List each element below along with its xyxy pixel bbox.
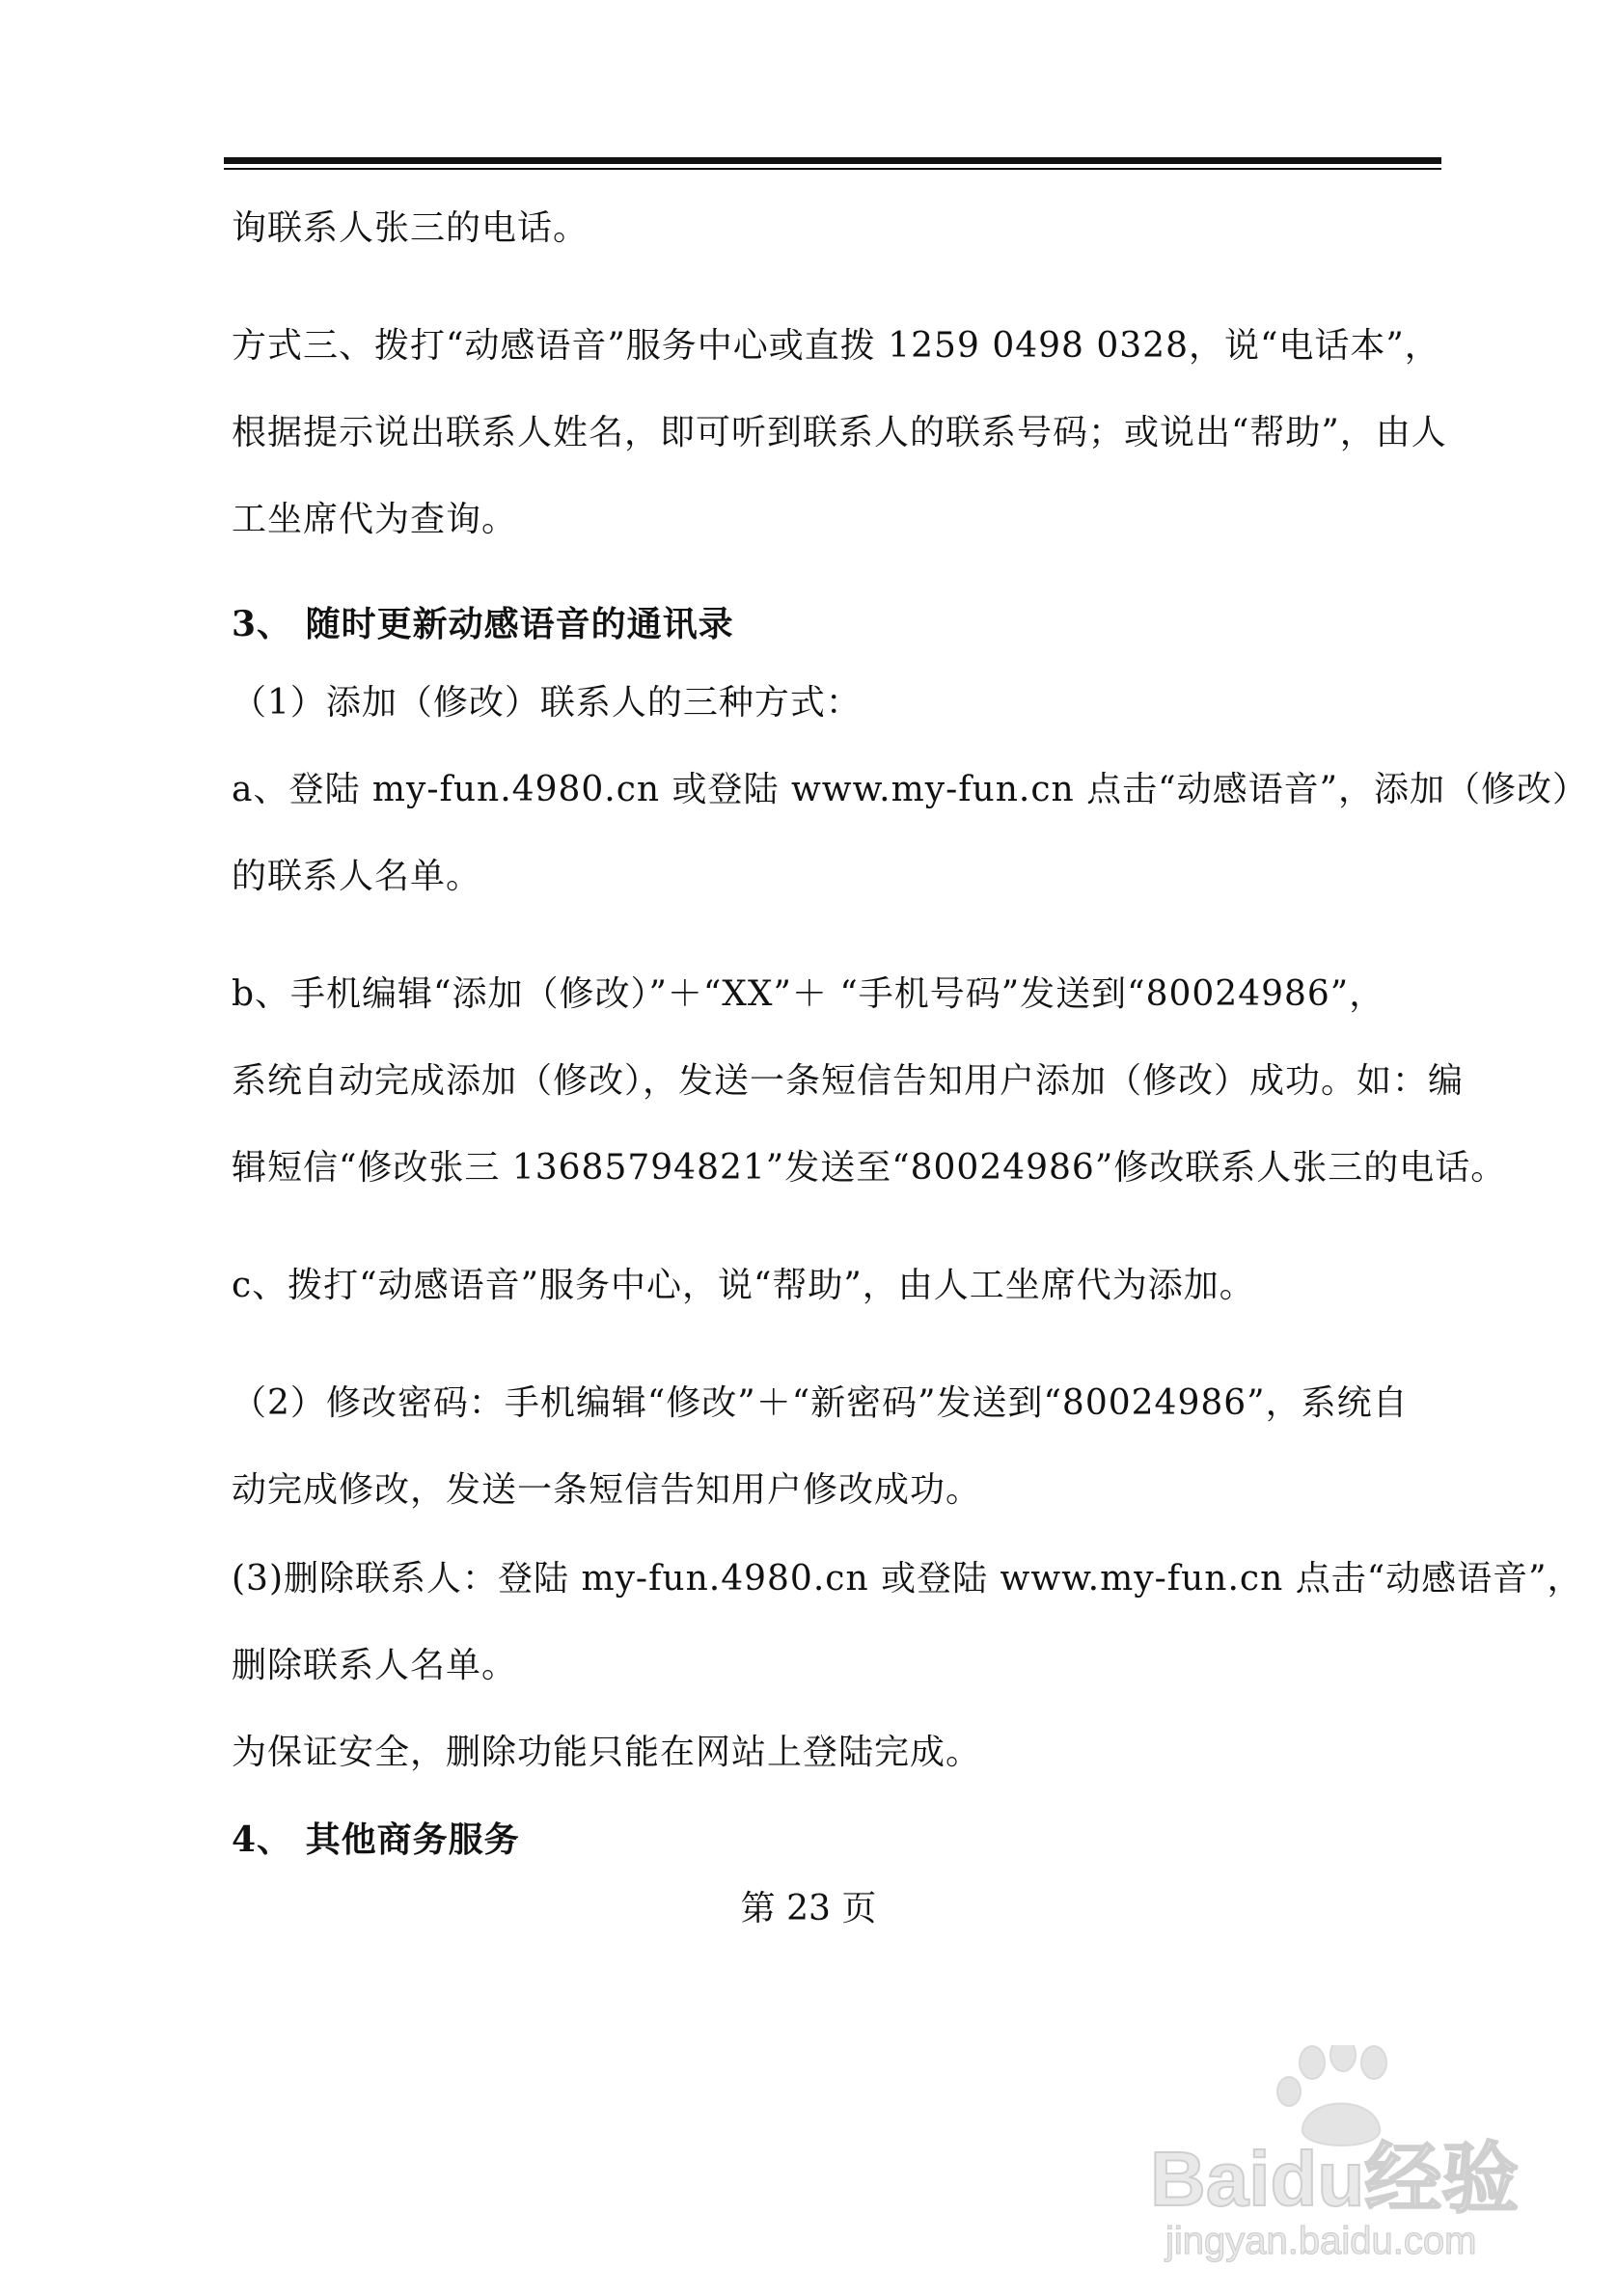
watermark-brand: Baidu经验 [1150,2136,1520,2222]
body-line-13: （2）修改密码：手机编辑“修改”＋“新密码”发送到“80024986”，系统自 [232,1383,1409,1423]
body-line-11: 辑短信“修改张三 13685794821”发送至“80024986”修改联系人张三的电话。 [232,1148,1507,1188]
body-line-2: 方式三、拨打“动感语音”服务中心或直拨 1259 0498 0328，说“电话本”， [232,326,1440,366]
body-line-14: 动完成修改，发送一条短信告知用户修改成功。 [232,1470,982,1510]
body-line-4: 工坐席代为查询。 [232,500,518,539]
paw-icon [1277,2045,1386,2146]
body-line-3: 根据提示说出联系人姓名，即可听到联系人的联系号码；或说出“帮助”，由人 [232,413,1447,452]
body-line-12: c、拨打“动感语音”服务中心，说“帮助”，由人工坐席代为添加。 [232,1266,1255,1305]
section-heading-3: 3、 随时更新动感语音的通讯录 [232,604,734,644]
body-line-15: (3)删除联系人：登陆 my-fun.4980.cn 或登陆 www.my-fun.cn 点击“动感语音”， [232,1559,1583,1599]
body-line-9: b、手机编辑“添加（修改）”＋“XX”＋ “手机号码”发送到“80024986”， [232,974,1385,1014]
watermark-url: jingyan.baidu.com [1165,2220,1477,2262]
header-rule-thick [224,157,1441,164]
body-line-7: a、登陆 my-fun.4980.cn 或登陆 www.my-fun.cn 点击“动感语音”，添加（修改） [232,770,1588,809]
body-line-10: 系统自动完成添加（修改），发送一条短信告知用户添加（修改）成功。如：编 [232,1061,1465,1101]
body-line-6: （1）添加（修改）联系人的三种方式： [232,683,862,723]
header-rule-thin [224,168,1441,170]
body-line-17: 为保证安全，删除功能只能在网站上登陆完成。 [232,1733,982,1772]
page-number: 第 23 页 [740,1889,877,1928]
body-line-8: 的联系人名单。 [232,857,482,896]
section-heading-4: 4、 其他商务服务 [232,1819,520,1860]
body-line-16: 删除联系人名单。 [232,1646,518,1685]
body-line-1: 询联系人张三的电话。 [232,208,589,248]
baidu-jingyan-watermark [1138,2045,1563,2267]
